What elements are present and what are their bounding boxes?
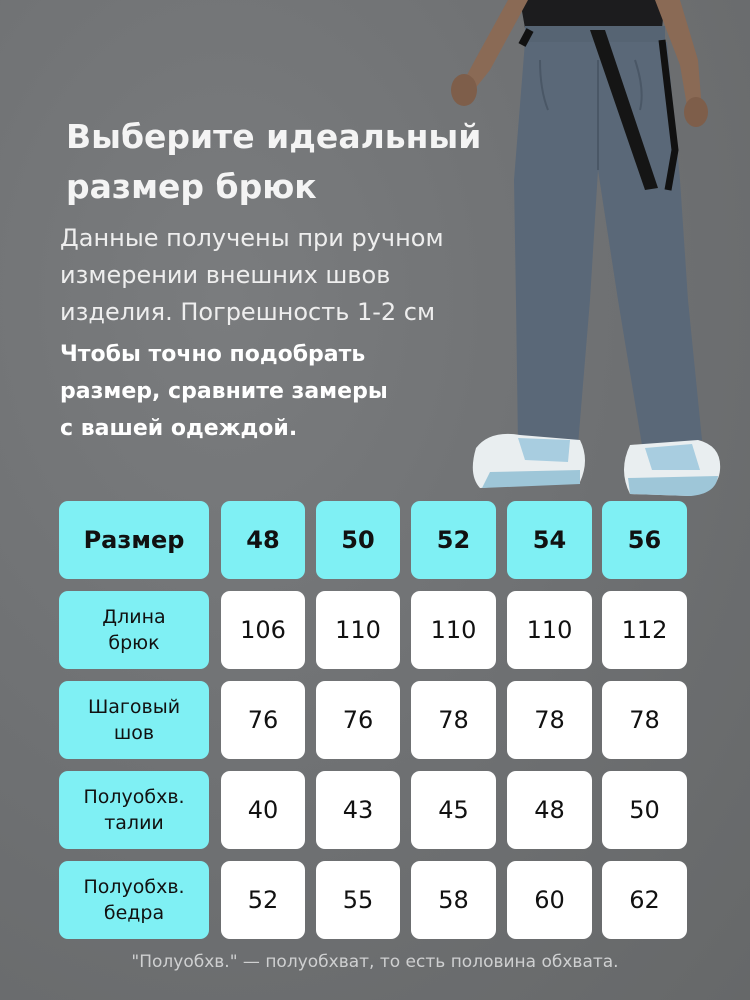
size-54: 54 — [507, 501, 592, 579]
table-cell: 60 — [507, 861, 592, 939]
table-cell: 78 — [602, 681, 687, 759]
size-52: 52 — [411, 501, 496, 579]
table-cell: 106 — [221, 591, 305, 669]
note-line-1: Чтобы точно подобрать — [60, 342, 366, 367]
description-line-2: измерении внешних швов — [60, 261, 391, 289]
table-cell: 48 — [507, 771, 592, 849]
table-cell: 110 — [316, 591, 400, 669]
table-cell: 62 — [602, 861, 687, 939]
model-pants-photo — [430, 0, 730, 500]
table-cell: 76 — [221, 681, 305, 759]
page-heading — [66, 112, 486, 212]
footnote: "Полуобхв." — полуобхват, то есть половина обхвата. — [131, 952, 619, 972]
row-label-inseam — [59, 681, 209, 759]
description-line-3: изделия. Погрешность 1-2 см — [60, 298, 436, 326]
row-label-pants-length — [59, 591, 209, 669]
note-line-3: с вашей одеждой. — [60, 416, 298, 441]
comparison-note — [60, 336, 460, 447]
row-label-line-2: бедра — [103, 902, 165, 924]
size-56: 56 — [602, 501, 687, 579]
table-cell: 110 — [411, 591, 496, 669]
size-header-label: Размер — [59, 501, 209, 579]
table-cell: 76 — [316, 681, 400, 759]
row-label-line-1: Длина — [102, 606, 166, 628]
heading-line-1: Выберите идеальный — [66, 117, 482, 156]
table-cell: 40 — [221, 771, 305, 849]
description-line-1: Данные получены при ручном — [60, 224, 444, 252]
table-cell: 78 — [507, 681, 592, 759]
row-label-line-2: брюк — [108, 632, 160, 654]
row-label-line-1: Полуобхв. — [83, 876, 185, 898]
row-label-line-1: Полуобхв. — [83, 786, 185, 808]
table-cell: 50 — [602, 771, 687, 849]
size-50: 50 — [316, 501, 400, 579]
table-cell: 55 — [316, 861, 400, 939]
table-cell: 45 — [411, 771, 496, 849]
row-label-line-2: шов — [113, 722, 155, 744]
row-label-half-hip — [59, 861, 209, 939]
table-cell: 110 — [507, 591, 592, 669]
note-line-2: размер, сравните замеры — [60, 379, 388, 404]
row-label-half-waist — [59, 771, 209, 849]
description — [60, 220, 480, 331]
table-cell: 112 — [602, 591, 687, 669]
table-cell: 78 — [411, 681, 496, 759]
table-cell: 43 — [316, 771, 400, 849]
table-cell: 58 — [411, 861, 496, 939]
row-label-line-2: талии — [104, 812, 164, 834]
heading-line-2: размер брюк — [66, 167, 317, 206]
size-48: 48 — [221, 501, 305, 579]
row-label-line-1: Шаговый — [87, 696, 181, 718]
table-cell: 52 — [221, 861, 305, 939]
